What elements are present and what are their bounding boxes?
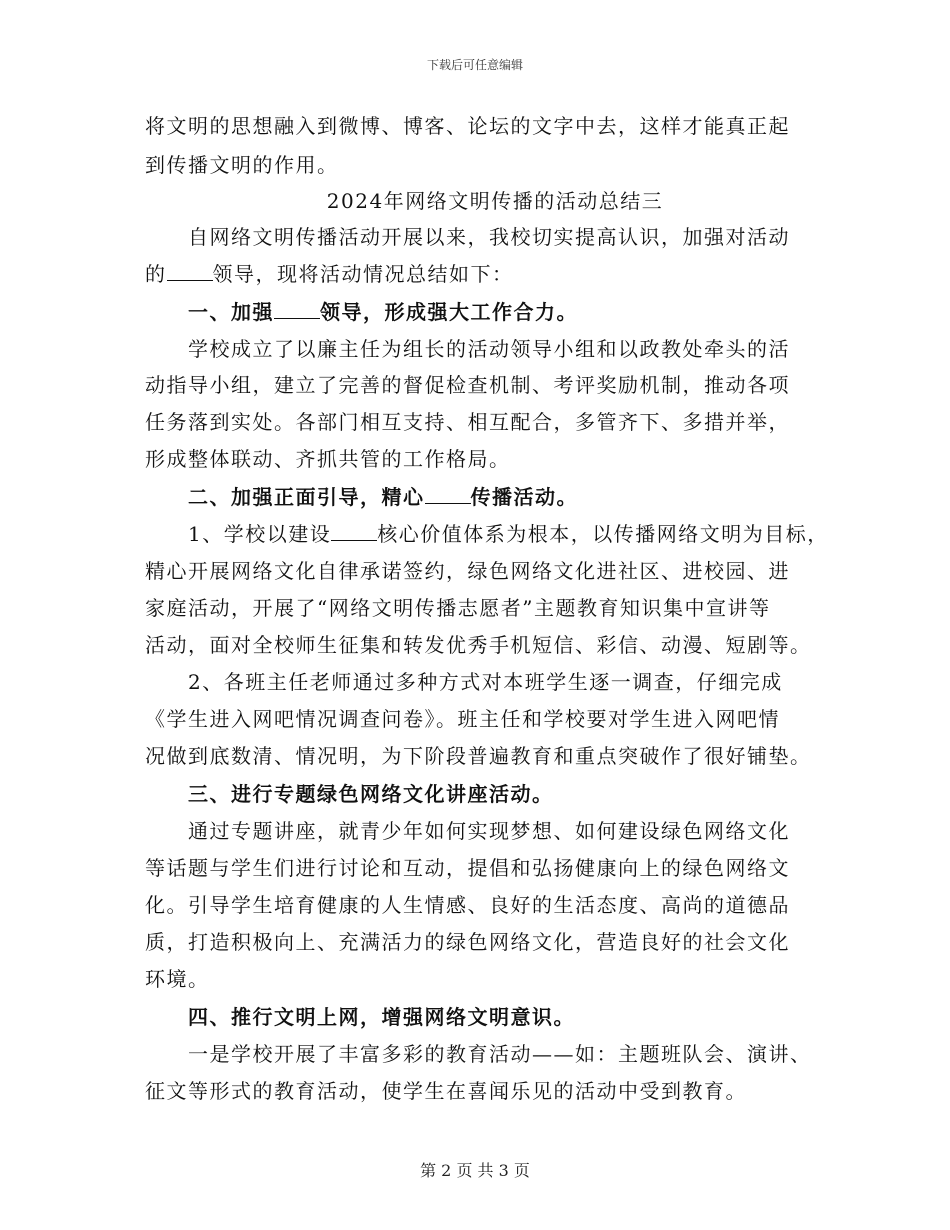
body-line: 学校成立了以廉主任为组长的活动领导小组和以政教处牵头的活 [188,337,790,361]
body-line: 一是学校开展了丰富多彩的教育活动——如：主题班队会、演讲、 [188,1042,812,1066]
fill-blank [331,522,377,541]
section-heading-2: 二、加强正面引导，精心 传播活动。 [188,485,578,509]
body-line: 1、学校以建设 核心价值体系为根本，以传播网络文明为目标， [188,522,829,546]
fill-blank [167,262,213,281]
body-line: 自网络文明传播活动开展以来，我校切实提高认识，加强对活动 [188,225,790,249]
body-line: 况做到底数清、情况明，为下阶段普遍教育和重点突破作了很好铺垫。 [145,744,812,768]
body-line: 将文明的思想融入到微博、博客、论坛的文字中去，这样才能真正起 [145,114,790,138]
page-header: 下载后可任意编辑 [426,58,523,72]
body-line: 任务落到实处。各部门相互支持、相互配合，多管齐下、多措并举， [145,410,790,434]
body-line: 精心开展网络文化自律承诺签约，绿色网络文化进社区、进校园、进 [145,559,790,583]
body-line: 形成整体联动、齐抓共管的工作格局。 [145,447,511,471]
body-line: 动指导小组，建立了完善的督促检查机制、考评奖励机制，推动各项 [145,373,790,397]
section-heading-1: 一、加强 领导，形成强大工作合力。 [188,300,578,324]
body-line: 活动，面对全校师生征集和转发优秀手机短信、彩信、动漫、短剧等。 [145,633,812,657]
body-line: 到传播文明的作用。 [145,153,339,177]
body-line: 等话题与学生们进行讨论和互动，提倡和弘扬健康向上的绿色网络文 [145,856,790,880]
body-line: 家庭活动，开展了“网络文明传播志愿者”主题教育知识集中宣讲等 [145,596,771,620]
page-footer: 第 2 页 共 3 页 [420,1161,530,1180]
body-line: 通过专题讲座，就青少年如何实现梦想、如何建设绿色网络文化 [188,819,790,843]
body-line: 的 领导，现将活动情况总结如下： [145,262,514,286]
section-heading-3: 三、进行专题绿色网络文化讲座活动。 [188,782,554,806]
body-line: 环境。 [145,967,210,991]
fill-blank [425,485,471,504]
fill-blank [274,300,320,319]
document-title: 2024年网络文明传播的活动总结三 [326,189,664,213]
body-line: 《学生进入网吧情况调查问卷》。班主任和学校要对学生进入网吧情 [145,707,780,731]
section-heading-4: 四、推行文明上网，增强网络文明意识。 [188,1005,575,1029]
body-line: 征文等形式的教育活动，使学生在喜闻乐见的活动中受到教育。 [145,1079,747,1103]
body-line: 质，打造积极向上、充满活力的绿色网络文化，营造良好的社会文化 [145,930,790,954]
body-line: 2、各班主任老师通过多种方式对本班学生逐一调查，仔细完成 [188,670,783,694]
body-line: 化。引导学生培育健康的人生情感、良好的生活态度、高尚的道德品 [145,893,790,917]
